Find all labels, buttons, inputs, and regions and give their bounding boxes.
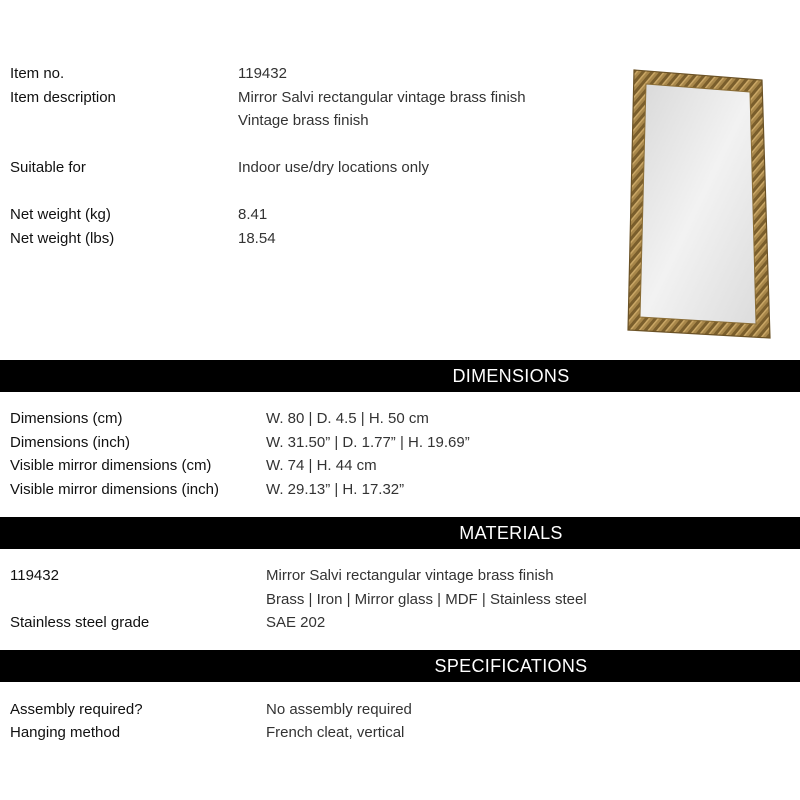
item-no-label: Item no. [10, 65, 65, 82]
mirror-glass [640, 84, 756, 324]
item-no-value: 119432 [238, 65, 287, 82]
item-description-line1: Mirror Salvi rectangular vintage brass finish [238, 89, 526, 106]
visible-mirror-inch-label: Visible mirror dimensions (inch) [10, 481, 219, 498]
hanging-method-label: Hanging method [10, 724, 121, 741]
dimensions-cm-label: Dimensions (cm) [10, 410, 123, 427]
dimensions-cm-value: W. 80 | D. 4.5 | H. 50 cm [266, 410, 429, 427]
materials-code-line1: Mirror Salvi rectangular vintage brass finish [266, 567, 554, 584]
visible-mirror-inch-value: W. 29.13” | H. 17.32” [266, 481, 405, 498]
specifications-header-bar [0, 650, 800, 682]
net-weight-lbs-label: Net weight (lbs) [10, 230, 115, 247]
assembly-required-value: No assembly required [266, 701, 412, 718]
dimensions-inch-label: Dimensions (inch) [10, 434, 131, 451]
materials-header-bar [0, 517, 800, 549]
suitable-for-value: Indoor use/dry locations only [238, 159, 429, 176]
visible-mirror-cm-value: W. 74 | H. 44 cm [266, 457, 377, 474]
net-weight-kg-value: 8.41 [238, 206, 268, 223]
stainless-steel-grade-value: SAE 202 [266, 614, 326, 631]
dimensions-inch-value: W. 31.50” | D. 1.77” | H. 19.69” [266, 434, 470, 451]
dimensions-title: DIMENSIONS [452, 366, 570, 386]
dimensions-header-bar [0, 360, 800, 392]
hanging-method-value: French cleat, vertical [266, 724, 405, 741]
suitable-for-label: Suitable for [10, 159, 86, 176]
materials-code-label: 119432 [10, 567, 59, 584]
mirror-photo-icon [622, 62, 772, 344]
item-description-line2: Vintage brass finish [238, 112, 369, 129]
item-description-label: Item description [10, 89, 116, 106]
net-weight-kg-label: Net weight (kg) [10, 206, 111, 223]
stainless-steel-grade-label: Stainless steel grade [10, 614, 150, 631]
materials-code-line2: Brass | Iron | Mirror glass | MDF | Stainless steel [266, 591, 587, 608]
assembly-required-label: Assembly required? [10, 701, 143, 718]
specifications-title: SPECIFICATIONS [434, 656, 588, 676]
net-weight-lbs-value: 18.54 [238, 230, 276, 247]
visible-mirror-cm-label: Visible mirror dimensions (cm) [10, 457, 212, 474]
materials-title: MATERIALS [459, 523, 563, 543]
